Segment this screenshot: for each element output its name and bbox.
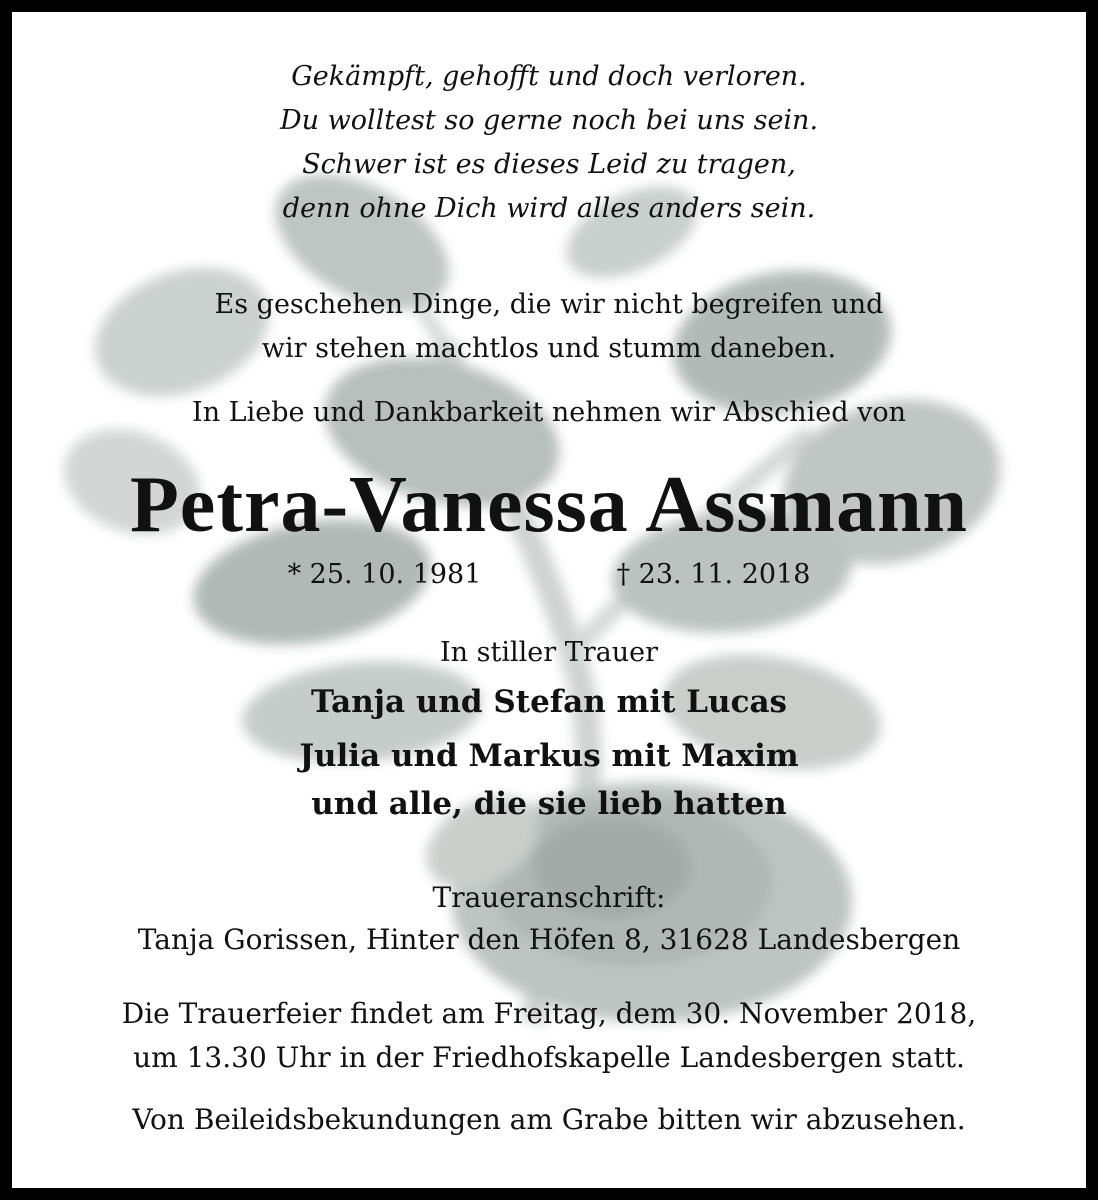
funeral-info-line: um 13.30 Uhr in der Friedhofskapelle Landesbergen statt. [133, 1041, 965, 1074]
address-label: Traueranschrift: [432, 881, 666, 914]
birth-date: * 25. 10. 1981 [287, 559, 482, 590]
mourning-intro: In stiller Trauer [439, 637, 658, 668]
poem-line: Du wolltest so gerne noch bei uns sein. [279, 105, 819, 136]
mourner-line: Tanja und Stefan mit Lucas [311, 684, 787, 720]
address-value: Tanja Gorissen, Hinter den Höfen 8, 31628 Landesbergen [137, 923, 961, 956]
farewell-intro: In Liebe und Dankbarkeit nehmen wir Abschied von [192, 397, 906, 428]
poem-line: denn ohne Dich wird alles anders sein. [282, 193, 816, 224]
quote-line: Es geschehen Dinge, die wir nicht begreifen und [214, 289, 884, 320]
deceased-name: Petra-Vanessa Assmann [129, 461, 969, 549]
poem-line: Schwer ist es dieses Leid zu tragen, [302, 149, 796, 180]
closing-note: Von Beileidsbekundungen am Grabe bitten wir abzusehen. [132, 1103, 966, 1136]
funeral-info-line: Die Trauerfeier findet am Freitag, dem 30. November 2018, [121, 997, 977, 1030]
mourner-line: und alle, die sie lieb hatten [311, 786, 787, 822]
death-date: † 23. 11. 2018 [616, 559, 811, 590]
mourner-line: Julia und Markus mit Maxim [299, 738, 799, 774]
quote-line: wir stehen machtlos und stumm daneben. [261, 333, 837, 364]
poem-line: Gekämpft, gehofft und doch verloren. [291, 61, 807, 92]
life-dates [12, 559, 1086, 590]
